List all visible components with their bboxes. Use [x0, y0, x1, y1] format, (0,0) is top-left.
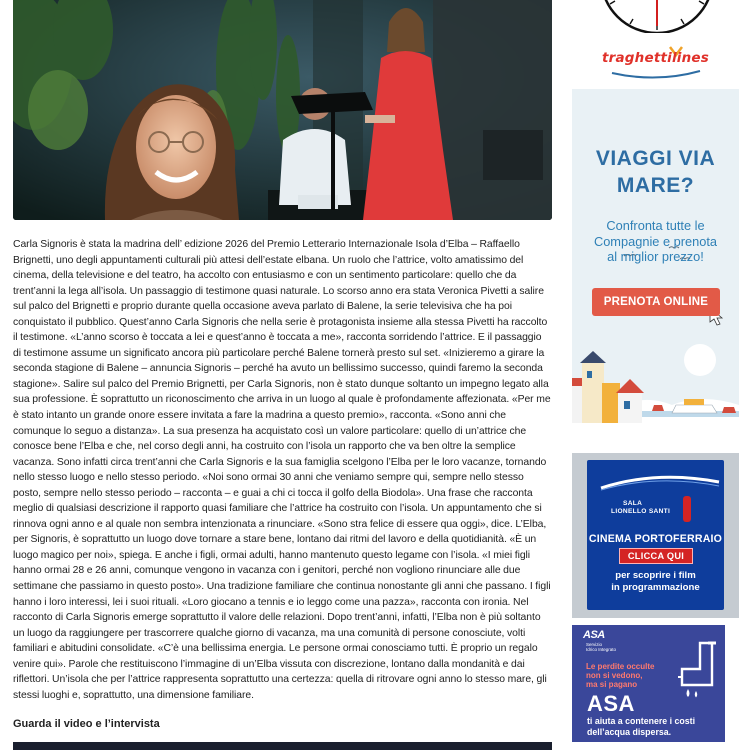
warn-line-3: ma si pagano — [586, 680, 638, 690]
tag-line-2: dell’acqua dispersa. — [587, 726, 672, 737]
sala-line-1: SALA — [623, 500, 643, 507]
article-body — [13, 237, 552, 703]
traghettilines-subtext — [582, 218, 729, 265]
asa-logo: ASA — [583, 629, 605, 641]
warn-line-1: Le perdite occulte — [586, 662, 655, 671]
embedded-video-player[interactable] — [13, 742, 552, 750]
traghettilines-ad[interactable] — [572, 33, 739, 432]
warn-line-2: non si vedono, — [586, 671, 643, 681]
logo-sub-line-2: Idrico Integrato — [586, 647, 617, 652]
video-section-heading: Guarda il video e l’intervista — [13, 718, 160, 730]
asa-brand-large: ASA — [587, 691, 635, 716]
article-paragraph: Carla Signoris è stata la madrina dell’ edizione 2026 del Premio Letterario Internazionale Isola d’Elba – Raffaello Brignetti, uno degli appuntamenti culturali più attesi dell’estate elbana. Un ruolo che l’attrice, volto amatissimo del cinema, della televisione e del teatro, ha accolto con entusiasmo e con un sentimento particolare: quello che da trent’anni la lega all’isola. Un passaggio di testimone quasi naturale. Lo scorso anno era stata Veronica Pivetti a salire sul palco del Brignetti e proprio durante quella occasione aveva parlato di Balene, la serie televisiva che ha poi conquistato il pubblico. Quest’anno Carla Signoris che nella serie è protagonista insieme alla stessa Pivetti ha raccolto il testimone. «L’anno scorso è toccata a lei e quest’anno è toccata a me», racconta sorridendo l’attrice. E il passaggio di testimone assume un significato ancora più particolare perché Balene tornerà presto sul set. «Inizieremo a girare la seconda stagione di Balene – annuncia Signoris – perché ha avuto un bellissimo successo, quindi faremo la seconda stagione». Salire sul palco del Premio Brignetti, per Carla Signoris, non è stato dunque soltanto un impegno legato alla sua professione. È soprattutto un riconoscimento che arriva in un luogo al quale è profondamente affezionata. «Per me è stato intanto un grande onore essere invitata a fare la madrina a questo premio», racconta. «Sono anni che comunque lo seguo a distanza». La sua presenza ha acquistato così un valore particolare: quello di un’attrice che conosce bene l’Elba e che, nel corso degli anni, ha costruito con l’isola un rapporto che va ben oltre la semplice vacanza. Sono infatti circa trent’anni che Carla Signoris e la sua famiglia scelgono l’Elba per le loro vacanze, tornando nello stesso luogo e nello stesso periodo. «Noi sono ormai 30 anni che veniamo sempre qui, sempre nello stesso posto, sempre nello stesso periodo – racconta – e guai a chi ci tocca il golfo della Biodola». Una frase che racconta meglio di qualsiasi descrizione il rapporto quasi familiare che l’attrice ha costruito con l’isola. Un appuntamento che si rinnova ogni anno e al quale non sembra intenzionata a rinunciare. «Sono stra felice di essere qua oggi», dice. L’Elba, per Signoris, è soprattutto un luogo dove tornare a stare bene, lontano dai ritmi del lavoro e della quotidianità. «È un luogo magico per noi», spiega. E anche i figli, ormai adulti, hanno mantenuto questo legame con l’isola. «I miei figli hanno ormai 28 e 26 anni, comunque vengono in vacanza con i genitori, perché non vogliono rinunciare alle due settimane che passiamo in questo posto». Una tradizione familiare che continua nonostante gli anni che passano. I figli hanno i loro interessi, lei i suoi rituali. «Loro giocano a tennis e io leggo come una pazza», racconta con ironia. Nel racconto di Carla Signoris emerge soprattutto il valore delle relazioni. Dopo trent’anni, infatti, l’Elba non è più soltanto un luogo da raggiungere per trascorrere qualche giorno di vacanza, ma una comunità di persone conosciute, volti familiari e abitudini consolidate. «C’è una bellissima energia. Le persone ormai conosciamo tutti. È proprio un regalo venire qui». Parole che restituiscono l’immagine di un’Elba vissuta con discrezione, lontano dalla mondanità e dai riflettori. Un’isola che per l’attrice rappresenta soprattutto una certezza: quella di ritrovare ogni anno lo stesso mare, gli stessi luoghi e, soprattutto, una dimensione familiare. — [13, 239, 551, 701]
article-hero-photo — [13, 0, 552, 220]
cinema-title: CINEMA PORTOFERRAIO — [588, 533, 723, 545]
stage-photo-illustration — [13, 0, 552, 220]
traghettilines-logo: traghettilines — [601, 50, 710, 66]
sala-line-2: LIONELLO SANTI — [611, 507, 671, 515]
cinema-sala-label — [611, 500, 670, 515]
subtext-line-1: Confronta tutte le — [606, 218, 705, 233]
prenota-online-button[interactable]: PRENOTA ONLINE — [592, 288, 720, 316]
cinema-description — [587, 570, 724, 594]
subtext-line-2: Compagnie e prenota — [593, 233, 718, 249]
headline-line-2: MARE? — [616, 174, 695, 197]
asa-tagline — [587, 716, 722, 737]
cinema-portoferraio-ad[interactable] — [572, 453, 739, 618]
desc-line-2: in programmazione — [611, 582, 700, 593]
asa-water-ad[interactable] — [572, 625, 725, 742]
cinema-panel — [587, 460, 724, 610]
desc-line-1: per scoprire i film — [615, 570, 696, 581]
clicca-qui-button[interactable]: CLICCA QUI — [619, 548, 693, 564]
clock-widget — [598, 0, 716, 36]
tag-line-1: ti aiuta a contenere i costi — [587, 716, 696, 726]
headline-line-1: VIAGGI VIA — [595, 147, 716, 170]
subtext-line-3: al miglior prezzo! — [607, 249, 704, 264]
logo-sub-line-1: Servizio — [586, 642, 603, 647]
asa-warning-text — [586, 662, 676, 690]
traghettilines-headline — [572, 145, 739, 199]
